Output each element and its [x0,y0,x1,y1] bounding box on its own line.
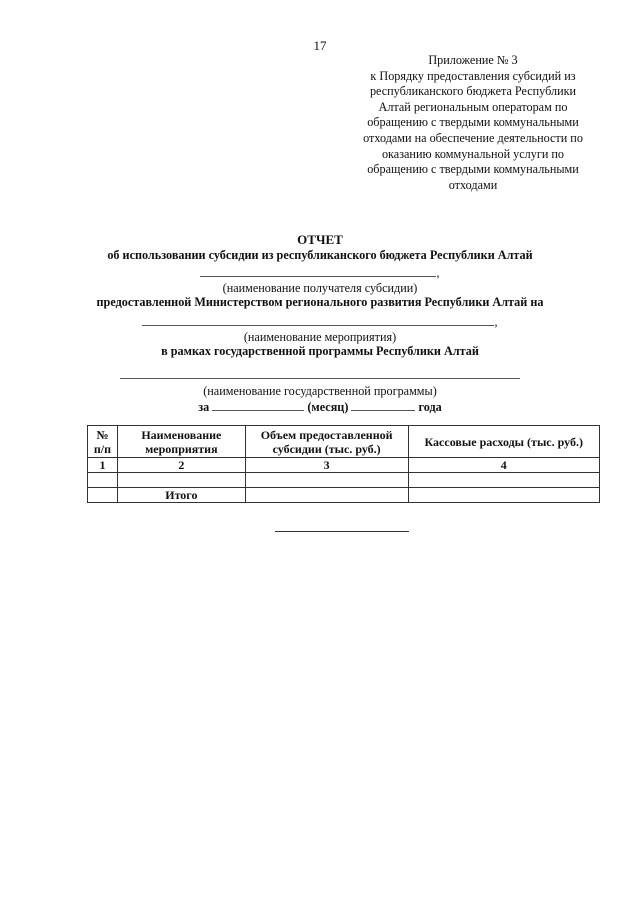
recipient-field: , [0,264,640,282]
header-number: № п/п [88,426,118,458]
appendix-line: отходами [448,177,498,192]
recipient-hint: (наименование получателя субсидии) [222,281,418,296]
report-subtitle: об использовании субсидии из республиканского бюджета Республики Алтай [107,248,533,262]
header-subsidy-volume: Объем предоставленной субсидии (тыс. руб.) [245,426,408,458]
event-blank [142,313,494,326]
program-blank [120,366,520,379]
appendix-line: республиканского бюджета Республики [369,84,577,99]
period-blank-1 [212,398,304,411]
table-numbering-row [88,458,600,473]
table-cell: 4 [408,458,600,473]
event-hint: (наименование мероприятия) [243,330,397,345]
table-cell: 1 [88,458,118,473]
table-cell [245,473,408,488]
program-field [0,366,640,384]
table-cell [88,473,118,488]
table-cell: 3 [245,458,408,473]
appendix-line: оказанию коммунальной услуги по [381,146,565,161]
appendix-line: отходами на обеспечение деятельности по [363,130,583,145]
total-label: Итого [117,488,245,503]
event-field: , [0,313,640,331]
table-header-row [88,426,600,458]
appendix-line: Приложение № 3 [428,53,518,67]
appendix-line: к Порядку предоставления субсидий из [370,68,576,83]
report-title-block [0,232,640,415]
period-year: года [418,399,442,414]
period-blank-2 [351,398,415,411]
table-row [88,473,600,488]
program-hint: (наименование государственной программы) [203,383,437,398]
table-cell [245,488,408,503]
provided-by-text: предоставленной Министерством регионального развития Республики Алтай на [96,295,544,310]
header-cash-expenses: Кассовые расходы (тыс. руб.) [408,426,600,458]
period-for: за [198,399,210,414]
signature-line [275,531,409,532]
appendix-line: Алтай региональным операторам по [378,99,568,114]
header-event-name: Наименование мероприятия [117,426,245,458]
report-table [87,425,600,503]
table-cell [117,473,245,488]
table-cell [88,488,118,503]
appendix-line: обращению с твердыми коммунальными [367,162,579,177]
appendix-line: обращению с твердыми коммунальными [367,115,579,130]
program-text: в рамках государственной программы Республики Алтай [161,344,479,359]
period-line [0,398,640,416]
table-cell: 2 [117,458,245,473]
table-cell [408,473,600,488]
table-total-row [88,488,600,503]
recipient-blank [200,264,436,277]
period-month: (месяц) [307,399,349,414]
page-number: 17 [313,38,327,53]
report-title: ОТЧЕТ [297,232,343,247]
appendix-header [350,53,596,193]
table-cell [408,488,600,503]
